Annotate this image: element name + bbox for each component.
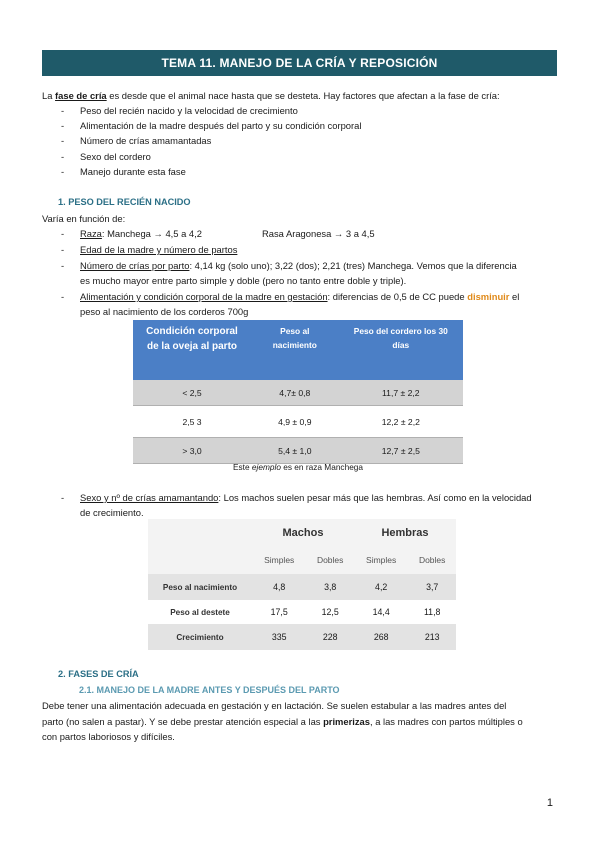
table-row <box>133 406 463 438</box>
table-cell: 12,2 ± 2,2 <box>339 406 463 438</box>
section-lead: Varía en función de: <box>42 213 126 224</box>
page-number: 1 <box>546 797 553 809</box>
row-label: Peso al destete <box>148 600 252 624</box>
table-cell: 4,8 <box>252 574 306 600</box>
table-cell: 4,9 ± 0,9 <box>251 406 339 438</box>
table-cell: 17,5 <box>252 600 306 624</box>
table-cell: 3,7 <box>408 574 456 600</box>
paragraph-line: Debe tener una alimentación adecuada en gestación y en lactación. Se suelen estabular a las madres antes del <box>42 700 507 711</box>
sexo-continuation: de crecimiento. <box>80 507 144 518</box>
table-condicion-corporal <box>133 320 463 464</box>
table-cell: 12,7 ± 2,5 <box>339 438 463 464</box>
table-cell: 4,7± 0,8 <box>251 380 339 406</box>
table-cell: 12,5 <box>306 600 354 624</box>
table-sexo-crias <box>148 519 456 650</box>
raza-aragonesa: Rasa Aragonesa → 3 a 4,5 <box>262 228 375 239</box>
table-header: Simples <box>252 546 306 574</box>
table-cell: 2,5 3 <box>133 406 251 438</box>
table-cell: 3,8 <box>306 574 354 600</box>
table-cell: 213 <box>408 624 456 650</box>
table-header: Condición corporal de la oveja al parto <box>133 320 251 380</box>
highlight-disminuir: disminuir <box>467 291 510 302</box>
table-header: Dobles <box>408 546 456 574</box>
paragraph-line: con partos laboriosos y difíciles. <box>42 731 175 742</box>
primerizas-bold: primerizas <box>323 716 370 727</box>
table-header: Peso al nacimiento <box>251 320 339 380</box>
table-row <box>133 438 463 464</box>
table-cell: 228 <box>306 624 354 650</box>
table-cell: 11,7 ± 2,2 <box>339 380 463 406</box>
section-heading-1: 1. PESO DEL RECIÉN NACIDO <box>58 197 191 207</box>
table-subheader-row <box>148 546 456 574</box>
table-cell: 268 <box>354 624 408 650</box>
table-caption: Este ejemplo es en raza Manchega <box>232 462 364 472</box>
table-row <box>148 600 456 624</box>
row-label: Peso al nacimiento <box>148 574 252 600</box>
table-row <box>148 624 456 650</box>
ncrias-continuation: es mucho mayor entre parto simple y doble (pero no tanto entre doble y triple). <box>80 275 407 286</box>
table-cell: 4,2 <box>354 574 408 600</box>
table-header-row <box>133 320 463 380</box>
alim-continuation: peso al nacimiento de los corderos 700g <box>80 306 249 317</box>
document-page: TEMA 11. MANEJO DE LA CRÍA Y REPOSICIÓN La fase de cría es desde que el animal nace hasta que se desteta. Hay factores que afectan a la fase de cría: - Peso del recién nacido y la velocidad de crecimiento - Alimentación de la madre después del parto y su condición corporal - Número de crías amamantadas - Sexo del cordero - Manejo durante esta fase 1. PESO DEL RECIÉN NACIDO Varía en función de: - Raza: Manchega → 4,5 a 4,2 Rasa Aragonesa → 3 a 4,5 - Edad de la madre y número de partos - Número de crías por parto: 4,14 kg (solo uno); 3,22 (dos); 2,21 (tres) Manchega. Vemos que la diferencia es mucho mayor entre parto simple y doble (pero no tanto entre doble y triple). - Alimentación y condición corporal de la madre en gestación: diferencias de 0,5 de CC puede disminuir el peso al nacimiento de los corderos 700g Condición corporal de la oveja al parto Peso al nacimiento Peso del cordero los 30 días < 2,5 4,7± 0,8 11,7 ± 2,2 2,5 3 4,9 ± 0,9 12,2 ± 2,2 > 3,0 5,4 ± 1,0 12,7 ± 2,5 Este ejemplo es en raza Manchega - Sexo y nº de crías amamantando: Los machos suelen pesar más que las hembras. Así como en la velocidad de crecimiento. Machos Hembras Simples Dobles Simples Dobles Peso al nacimiento 4,8 3,8 4,2 3,7 Peso al destete 17,5 12,5 14,4 11,8 Crecimiento 335 228 268 213 2. FASES DE CRÍA 2.1. MANEJO DE LA MADRE ANTES Y DESPUÉS DEL PARTO Debe tener una alimentación adecuada en gestación y en lactación. Se suelen estabular a las madres antes del parto (no salen a pastar). Y se debe prestar atención especial a las primerizas, a las madres con partos múltiples o con partos laboriosos y difíciles. 1 <box>0 0 600 848</box>
section-heading-2: 2. FASES DE CRÍA <box>58 669 139 679</box>
table-cell: > 3,0 <box>133 438 251 464</box>
subsection-heading-2-1: 2.1. MANEJO DE LA MADRE ANTES Y DESPUÉS DEL PARTO <box>79 685 340 695</box>
table-header: Hembras <box>354 519 456 546</box>
table-group-header-row <box>148 519 456 546</box>
table-cell: 5,4 ± 1,0 <box>251 438 339 464</box>
fase-de-cria-term: fase de cría <box>55 90 107 101</box>
table-cell: 335 <box>252 624 306 650</box>
table-header: Dobles <box>306 546 354 574</box>
table-cell: 11,8 <box>408 600 456 624</box>
table-row <box>148 574 456 600</box>
row-label: Crecimiento <box>148 624 252 650</box>
table-cell: 14,4 <box>354 600 408 624</box>
intro-paragraph: La fase de cría es desde que el animal nace hasta que se desteta. Hay factores que afectan a la fase de cría: <box>42 90 500 101</box>
paragraph-line: parto (no salen a pastar). Y se debe prestar atención especial a las primerizas, a las madres con partos múltiples o <box>42 716 523 727</box>
table-cell: < 2,5 <box>133 380 251 406</box>
page-title: TEMA 11. MANEJO DE LA CRÍA Y REPOSICIÓN <box>42 50 557 76</box>
table-header: Simples <box>354 546 408 574</box>
table-header: Machos <box>252 519 354 546</box>
table-row <box>133 380 463 406</box>
table-header: Peso del cordero los 30 días <box>339 320 463 380</box>
